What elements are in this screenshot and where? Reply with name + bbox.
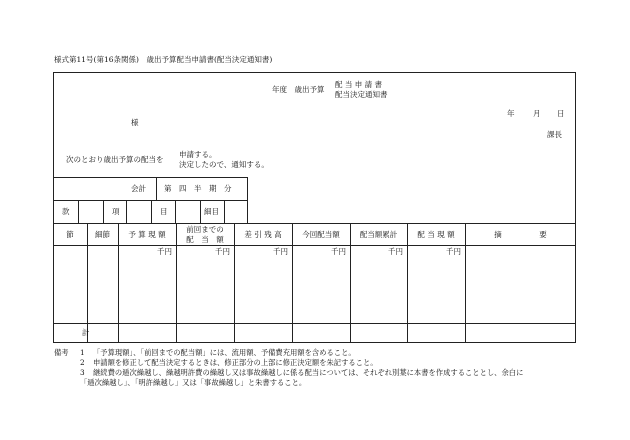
note-3-continuation: 「逓次繰越し」、「明許繰越し」又は「事故繰越し」と朱書すること。 [80, 378, 307, 387]
line-class-6 [200, 200, 201, 223]
addressee-suffix: 様 [131, 118, 139, 127]
note-1-text: 「予算現額」、「前回までの配当額」には、流用額、予備費充用額を含めること。 [93, 348, 356, 357]
line-account-top [53, 177, 248, 178]
label-moku: 目 [160, 207, 168, 216]
unit-current: 千円 [331, 247, 346, 256]
col-line-2 [118, 223, 119, 343]
line-total-top [53, 323, 576, 324]
title-notice: 配当決定通知書 [335, 90, 388, 99]
line-class-5 [175, 200, 176, 223]
label-kan: 款 [62, 207, 70, 216]
col-diff: 差 引 残 高 [244, 230, 282, 239]
unit-prev: 千円 [215, 247, 230, 256]
line-class-7 [224, 200, 225, 223]
col-line-6 [350, 223, 351, 343]
col-allot-current: 配 当 現 額 [417, 230, 455, 239]
note-2-text: 申請額を修正して配当決定するときは、修正部分の上部に修正決定額を朱記すること。 [93, 358, 378, 367]
col-cumulative: 配当額累計 [359, 230, 398, 239]
col-setsu: 節 [66, 230, 74, 239]
title-application: 配 当 申 請 書 [335, 80, 383, 89]
note-3-text: 継続費の逓次繰越し、繰越明許費の繰越し又は事故繰越しに係る配当については、それぞれ別葉に本書を作成することとし、余白に [93, 368, 524, 377]
date-year: 年 [507, 109, 515, 118]
col-line-8 [465, 223, 466, 343]
line-class-3 [126, 200, 127, 223]
label-kou: 項 [112, 207, 120, 216]
note-3-num: 3 [80, 368, 85, 377]
col-line-4 [234, 223, 235, 343]
col-current: 今回配当額 [302, 230, 340, 239]
col-saisetsu: 細節 [95, 230, 110, 239]
line-header-bottom [53, 245, 576, 246]
line-class-1 [78, 200, 79, 223]
notes-label: 備考 [54, 348, 69, 357]
option-apply: 申請する。 [179, 150, 217, 159]
line-class-2 [103, 200, 104, 223]
line-account-mid [156, 177, 157, 200]
body-text: 次のとおり歳出予算の配当を [66, 155, 164, 164]
col-line-1 [87, 223, 88, 343]
line-header-top [53, 223, 576, 224]
quarter-label: 第 四 半 期 分 [164, 184, 232, 193]
total-label: 計 [82, 328, 90, 337]
col-prev-line1: 前回までの [186, 225, 224, 234]
account-label: 会計 [131, 184, 146, 193]
unit-budget: 千円 [157, 247, 172, 256]
line-class-4 [151, 200, 152, 223]
col-line-5 [292, 223, 293, 343]
unit-allot-current: 千円 [446, 247, 461, 256]
unit-diff: 千円 [273, 247, 288, 256]
fiscal-year-text: 年度 歳出予算 [272, 85, 325, 94]
col-summary: 摘 要 [494, 230, 547, 239]
department-head: 課長 [547, 130, 562, 139]
form-frame [53, 72, 576, 343]
unit-cumulative: 千円 [388, 247, 403, 256]
date-month: 月 [533, 109, 541, 118]
col-prev-line2: 配 当 額 [186, 235, 224, 244]
col-budget: 予 算 現 額 [128, 230, 166, 239]
form-title: 様式第11号(第16条関係) 歳出予算配当申請書(配当決定通知書) [54, 55, 273, 64]
note-1-num: 1 [80, 348, 85, 357]
label-setsumoku: 細目 [204, 207, 219, 216]
option-notify: 決定したので、通知する。 [179, 160, 269, 169]
note-2-num: 2 [80, 358, 85, 367]
col-line-7 [407, 223, 408, 343]
date-day: 日 [557, 109, 565, 118]
